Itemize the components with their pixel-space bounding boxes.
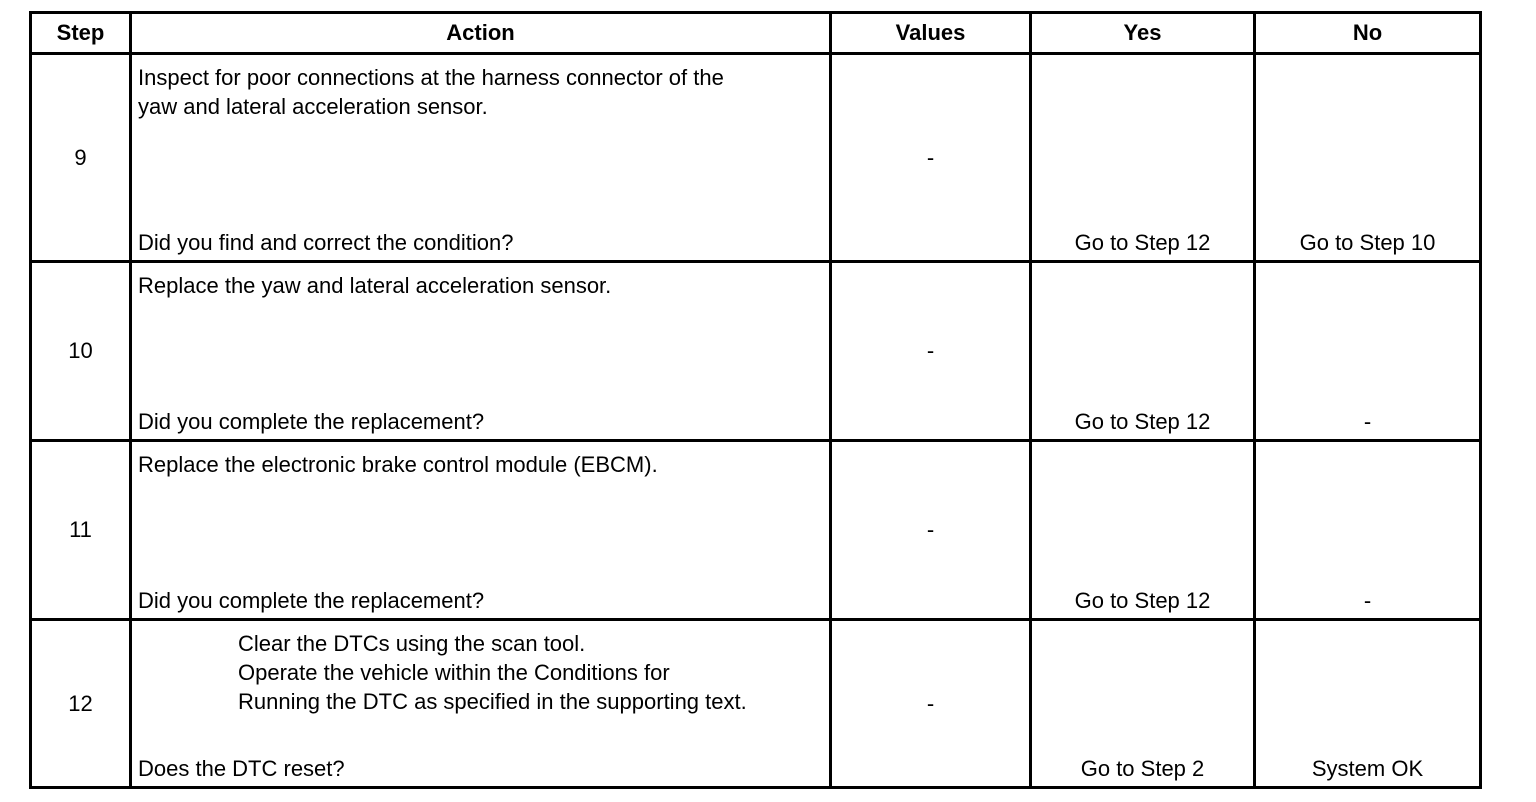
no-result: System OK (1311, 756, 1424, 781)
no-result: Go to Step 10 (1299, 230, 1436, 255)
yes-cell (1031, 54, 1255, 262)
action-question: Did you complete the replacement? (138, 588, 485, 613)
header-no: No (1255, 13, 1481, 54)
no-cell (1255, 54, 1481, 262)
header-values: Values (831, 13, 1031, 54)
action-text: Clear the DTCs using the scan tool. Operate the vehicle within the Conditions for Running the DTC as specified in the supporting text. (238, 631, 747, 714)
action-cell (131, 441, 831, 620)
values-cell: - (831, 441, 1031, 620)
yes-cell (1031, 620, 1255, 788)
step-number: 10 (31, 262, 131, 441)
step-number: 9 (31, 54, 131, 262)
yes-result: Go to Step 12 (1074, 409, 1211, 434)
yes-result: Go to Step 12 (1074, 588, 1211, 613)
header-row (31, 13, 1481, 54)
header-step: Step (31, 13, 131, 54)
header-action: Action (131, 13, 831, 54)
step-number: 11 (31, 441, 131, 620)
action-text: Inspect for poor connections at the harness connector of the yaw and lateral acceleration sensor. (138, 65, 724, 119)
action-question: Did you complete the replacement? (138, 409, 485, 434)
yes-result: Go to Step 2 (1080, 756, 1205, 781)
yes-cell (1031, 441, 1255, 620)
table-row (31, 620, 1481, 788)
action-question: Does the DTC reset? (138, 756, 345, 781)
header-yes: Yes (1031, 13, 1255, 54)
action-cell (131, 262, 831, 441)
values-cell: - (831, 620, 1031, 788)
no-cell (1255, 620, 1481, 788)
values-cell: - (831, 262, 1031, 441)
table-row (31, 441, 1481, 620)
action-cell (131, 620, 831, 788)
action-text: Replace the yaw and lateral acceleration sensor. (138, 273, 612, 298)
no-cell (1255, 441, 1481, 620)
no-cell (1255, 262, 1481, 441)
action-question: Did you find and correct the condition? (138, 230, 514, 255)
yes-result: Go to Step 12 (1074, 230, 1211, 255)
step-number: 12 (31, 620, 131, 788)
action-cell (131, 54, 831, 262)
table-row (31, 262, 1481, 441)
no-result: - (1363, 409, 1372, 434)
table-row (31, 54, 1481, 262)
diagnostic-table (29, 11, 1482, 789)
action-text: Replace the electronic brake control module (EBCM). (138, 452, 658, 477)
yes-cell (1031, 262, 1255, 441)
values-cell: - (831, 54, 1031, 262)
no-result: - (1363, 588, 1372, 613)
